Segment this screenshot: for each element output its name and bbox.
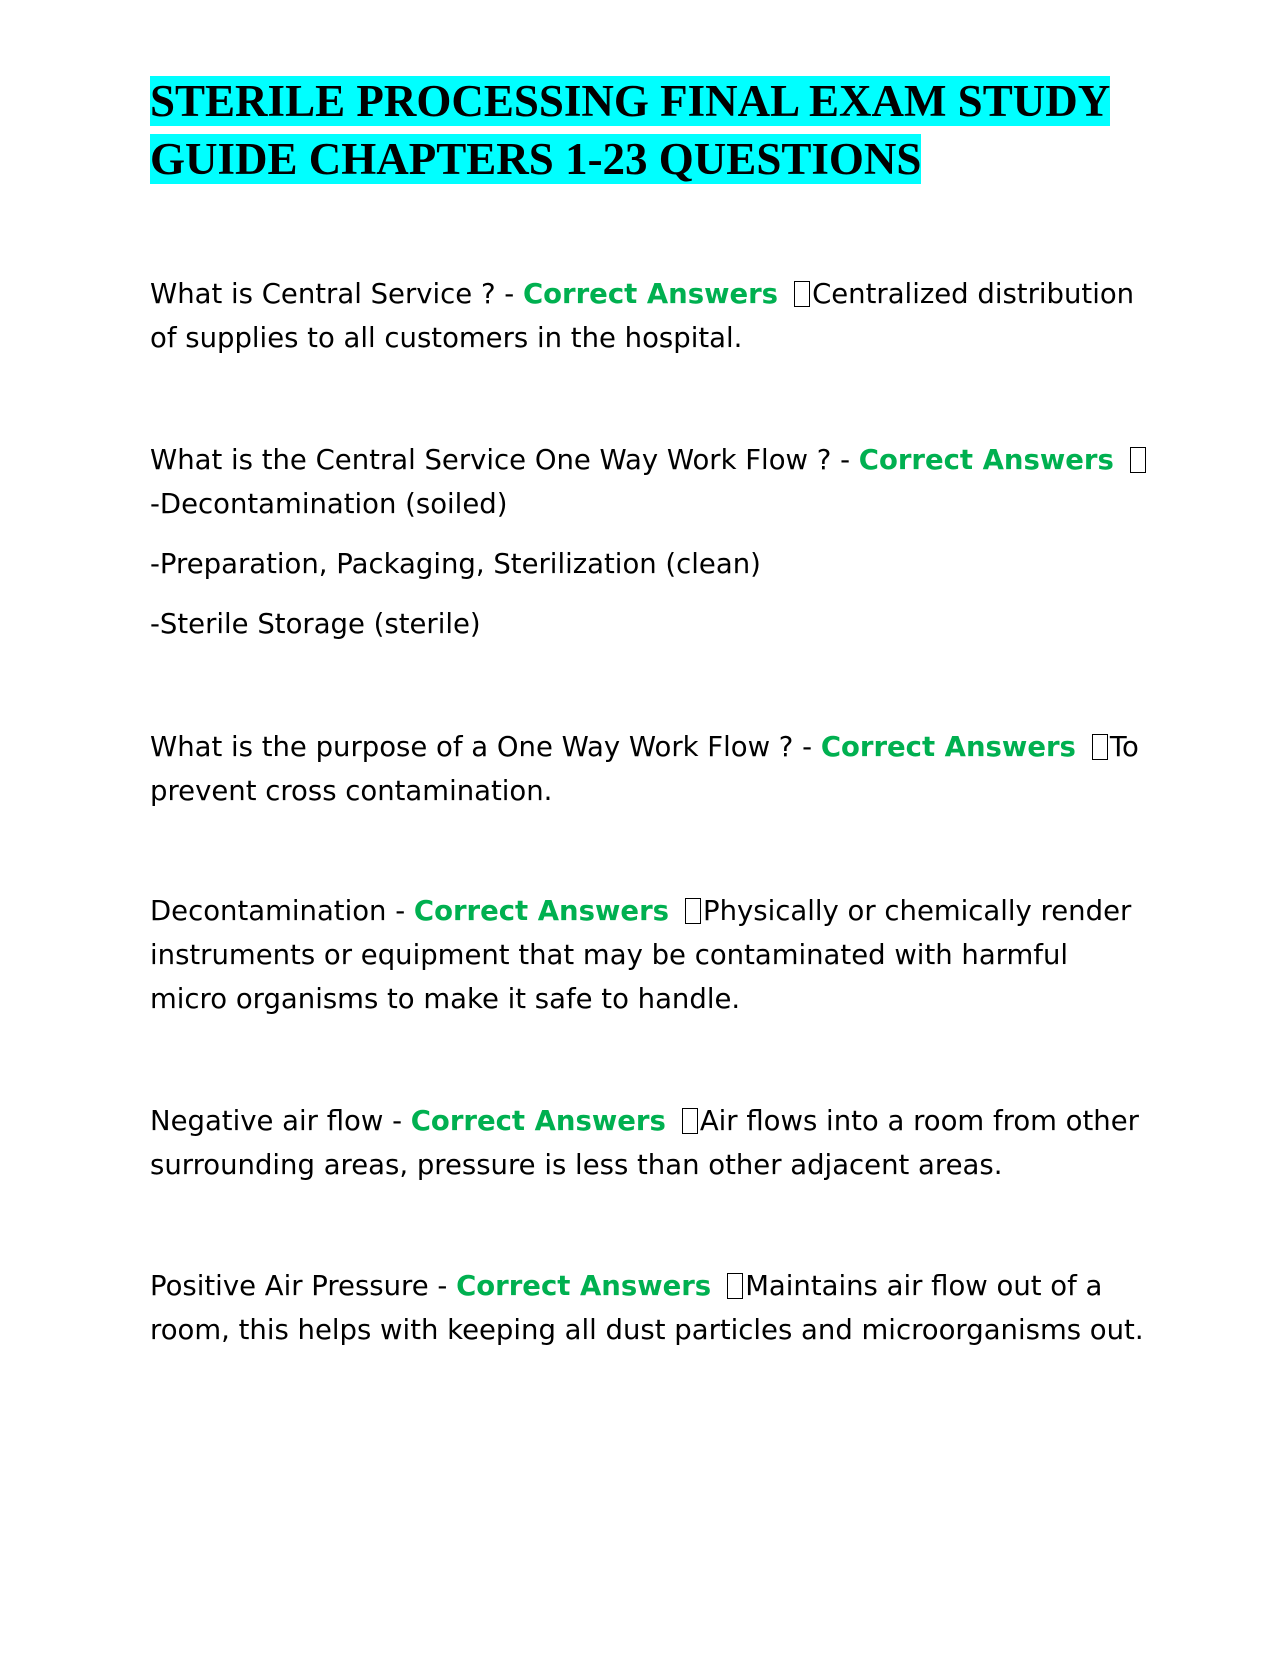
answer-extra-line: -Preparation, Packaging, Sterilization (clean) <box>150 548 761 580</box>
answer-text: Centralized distribution of supplies to all customers in the hospital. <box>150 278 1135 354</box>
title-highlight: STERILE PROCESSING FINAL EXAM STUDY GUIDE CHAPTERS 1-23 QUESTIONS <box>150 76 1111 184</box>
correct-answers-label: Correct Answers <box>858 444 1114 476</box>
qa-item-positive-air-pressure <box>150 1264 1150 1352</box>
qa-item-one-way-work-flow <box>150 438 1150 646</box>
qa-paragraph <box>150 725 1150 813</box>
qa-paragraph <box>150 272 1150 360</box>
correct-answers-label: Correct Answers <box>410 1105 666 1137</box>
correct-answers-label: Correct Answers <box>522 278 779 310</box>
missing-glyph-icon <box>1130 447 1146 473</box>
answer-text: Air flows into a room from other surrounding areas, pressure is less than other adjacent areas. <box>150 1105 1139 1181</box>
question-text: Negative air flow - <box>150 1105 411 1137</box>
question-text: What is the Central Service One Way Work Flow ? - <box>150 444 859 476</box>
missing-glyph-icon <box>685 898 701 924</box>
qa-item-central-service <box>150 272 1150 360</box>
document-title <box>150 72 1150 188</box>
answer-text: Maintains air flow out of a room, this helps with keeping all dust particles and microorganisms out. <box>150 1270 1144 1346</box>
qa-item-purpose-one-way-flow <box>150 725 1150 813</box>
qa-paragraph <box>150 889 1150 1021</box>
qa-item-negative-air-flow <box>150 1099 1150 1187</box>
question-text: Positive Air Pressure - <box>150 1270 457 1302</box>
question-text: What is Central Service ? - <box>150 278 523 310</box>
document-page <box>150 72 1150 1346</box>
answer-text: To prevent cross contamination. <box>150 731 1139 807</box>
qa-paragraph <box>150 1099 1150 1187</box>
correct-answers-label: Correct Answers <box>820 731 1076 763</box>
qa-paragraph <box>150 1264 1150 1352</box>
missing-glyph-icon <box>682 1108 698 1134</box>
missing-glyph-icon <box>727 1273 743 1299</box>
answer-text: Physically or chemically render instruments or equipment that may be contaminated with harmful micro organisms to make it safe to handle. <box>150 895 1132 1015</box>
qa-paragraph <box>150 438 1150 526</box>
correct-answers-label: Correct Answers <box>413 895 669 927</box>
question-text: Decontamination - <box>150 895 414 927</box>
correct-answers-label: Correct Answers <box>456 1270 712 1302</box>
qa-item-decontamination <box>150 889 1150 1021</box>
answer-extra-line: -Sterile Storage (sterile) <box>150 608 481 640</box>
question-text: What is the purpose of a One Way Work Flow ? - <box>150 731 821 763</box>
missing-glyph-icon <box>1092 734 1108 760</box>
missing-glyph-icon <box>794 281 810 307</box>
answer-text: -Decontamination (soiled) <box>150 488 508 520</box>
